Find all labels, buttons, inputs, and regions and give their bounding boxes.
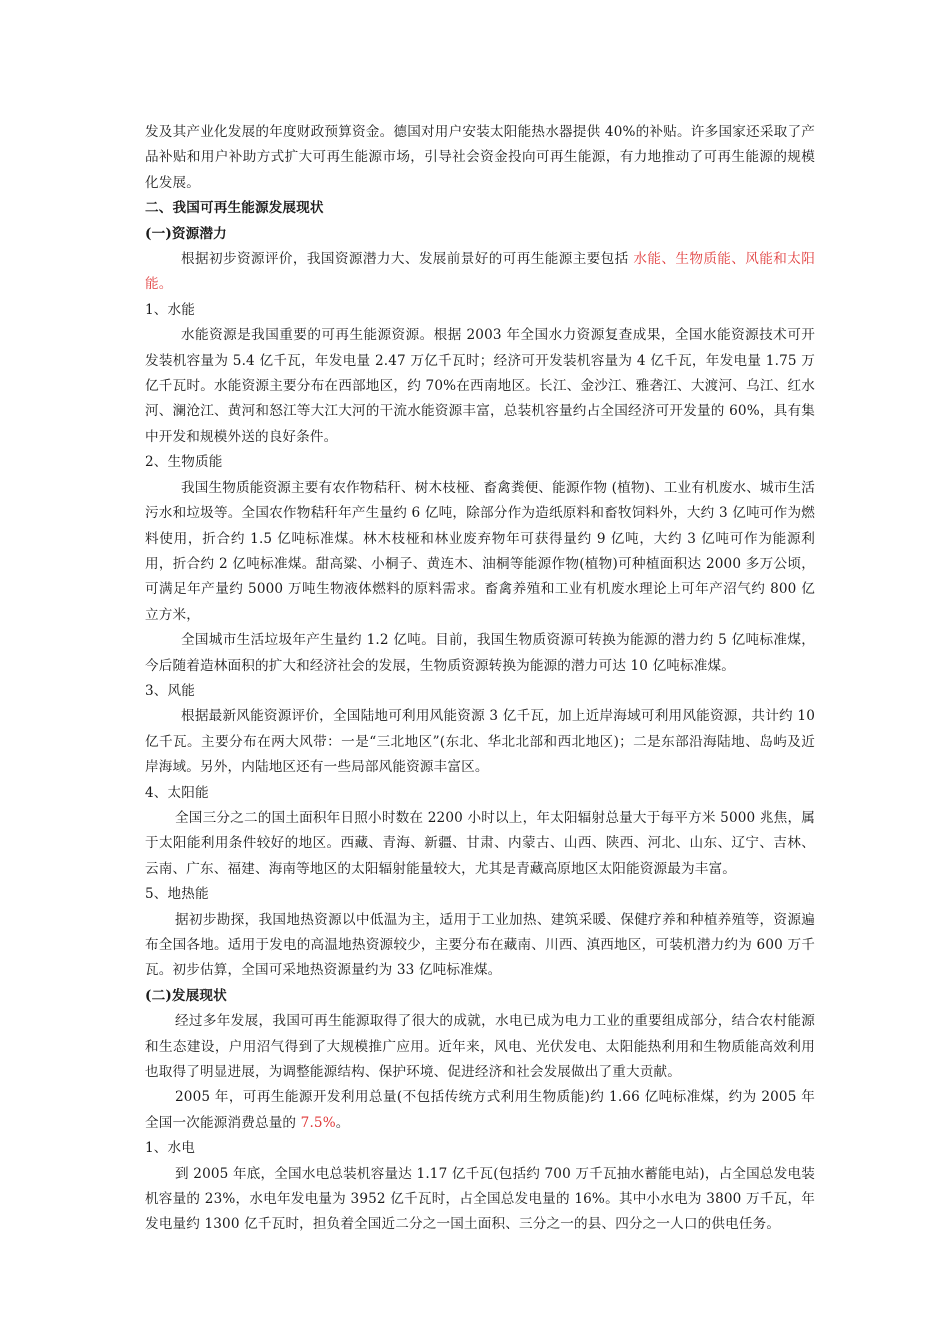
subsection-heading-status: (二)发展现状 bbox=[145, 987, 227, 1004]
development-highlight: 7.5% bbox=[300, 1114, 336, 1131]
resources-text: 根据初步资源评价，我国资源潜力大、发展前景好的可再生能源主要包括 bbox=[181, 251, 634, 268]
section-heading: 二、我国可再生能源发展现状 bbox=[145, 200, 324, 217]
paragraph-hydro: 水能资源是我国重要的可再生能源资源。根据 2003 年全国水力资源复查成果，全国水能资源技术可开发装机容量为 5.4 亿千瓦，年发电量 2.47 万亿千瓦时；经济可开发装机容量为 4 亿千瓦，年发电量 1.75 万亿千瓦时。水能资源主要分布在西部地区，约 70%在西南地区。长江、金沙江、雅砻江、大渡河、乌江、红水河、澜沧江、黄河和怒江等大江大河的干流水能资源丰富，总装机容量约占全国经济可开发量的 60%，具有集中开发和规模外送的良好条件。 bbox=[145, 327, 815, 445]
paragraph-wind: 根据最新风能资源评价，全国陆地可利用风能资源 3 亿千瓦，加上近岸海域可利用风能资源，共计约 10 亿千瓦。主要分布在两大风带：一是“三北地区”(东北、华北北部和西北地区)；二是东部沿海陆地、岛屿及近岸海域。另外，内陆地区还有一些局部风能资源丰富区。 bbox=[145, 708, 815, 776]
development-text: 2005 年，可再生能源开发利用总量(不包括传统方式利用生物质能)约 1.66 亿吨标准煤，约为 2005 年全国一次能源消费总量的 bbox=[145, 1089, 815, 1131]
item-heading-biomass: 2、生物质能 bbox=[145, 454, 223, 471]
subsection-heading-resources: (一)资源潜力 bbox=[145, 225, 227, 242]
paragraph-hydropower: 到 2005 年底，全国水电总装机容量达 1.17 亿千瓦(包括约 700 万千瓦抽水蓄能电站)，占全国总发电装机容量的 23%，水电年发电量为 3952 亿千瓦时，占全国总发电量的 16%。其中小水电为 3800 万千瓦，年发电量约 1300 亿千瓦时，担负着全国近二分之一国土面积、三分之一的县、四分之一人口的供电任务。 bbox=[145, 1165, 815, 1233]
paragraph-biomass-2: 全国城市生活垃圾年产生量约 1.2 亿吨。目前，我国生物质资源可转换为能源的潜力约 5 亿吨标准煤，今后随着造林面积的扩大和经济社会的发展，生物质资源转换为能源的潜力可达 10 亿吨标准煤。 bbox=[145, 632, 815, 674]
paragraph-biomass-1: 我国生物质能资源主要有农作物秸秆、树木枝桠、畜禽粪便、能源作物 (植物)、工业有机废水、城市生活污水和垃圾等。全国农作物秸秆年产生量约 6 亿吨，除部分作为造纸原料和畜牧饲料外，大约 3 亿吨可作为燃料使用，折合约 1.5 亿吨标准煤。林木枝桠和林业废弃物年可获得量约 9 亿吨，大约 3 亿吨可作为能源利用，折合约 2 亿吨标准煤。甜高粱、小桐子、黄连木、油桐等能源作物(植物)可种植面积达 2000 多万公顷，可满足年产量约 5000 万吨生物液体燃料的原料需求。畜禽养殖和工业有机废水理论上可年产沼气约 800 亿立方米， bbox=[145, 479, 815, 623]
paragraph-development-2 bbox=[145, 1085, 815, 1136]
development-text-end: 。 bbox=[335, 1114, 350, 1131]
paragraph-solar: 全国三分之二的国土面积年日照小时数在 2200 小时以上，年太阳辐射总量大于每平方米 5000 兆焦，属于太阳能利用条件较好的地区。西藏、青海、新疆、甘肃、内蒙古、山西、陕西、河北、山东、辽宁、吉林、云南、广东、福建、海南等地区的太阳辐射能量较大，尤其是青藏高原地区太阳能资源最为丰富。 bbox=[145, 809, 815, 877]
paragraph-resources bbox=[145, 247, 815, 298]
item-heading-solar: 4、太阳能 bbox=[145, 784, 209, 801]
document-body bbox=[145, 120, 815, 1238]
item-heading-hydropower: 1、水电 bbox=[145, 1140, 196, 1157]
paragraph-development-1: 经过多年发展，我国可再生能源取得了很大的成就，水电已成为电力工业的重要组成部分，结合农村能源和生态建设，户用沼气得到了大规模推广应用。近年来，风电、光伏发电、太阳能热利用和生物质能高效利用也取得了明显进展，为调整能源结构、保护环境、促进经济和社会发展做出了重大贡献。 bbox=[145, 1013, 815, 1081]
item-heading-hydro: 1、水能 bbox=[145, 301, 196, 318]
item-heading-geothermal: 5、地热能 bbox=[145, 886, 209, 903]
resources-highlight: 水能、生物质能、风能和太阳能。 bbox=[145, 251, 815, 293]
paragraph-intro: 发及其产业化发展的年度财政预算资金。德国对用户安装太阳能热水器提供 40%的补贴。许多国家还采取了产品补贴和用户补助方式扩大可再生能源市场，引导社会资金投向可再生能源，有力地推动了可再生能源的规模化发展。 bbox=[145, 124, 815, 191]
paragraph-geothermal: 据初步勘探，我国地热资源以中低温为主，适用于工业加热、建筑采暖、保健疗养和种植养殖等，资源遍布全国各地。适用于发电的高温地热资源较少，主要分布在藏南、川西、滇西地区，可装机潜力约为 600 万千瓦。初步估算，全国可采地热资源量约为 33 亿吨标准煤。 bbox=[145, 911, 815, 979]
item-heading-wind: 3、风能 bbox=[145, 682, 196, 699]
